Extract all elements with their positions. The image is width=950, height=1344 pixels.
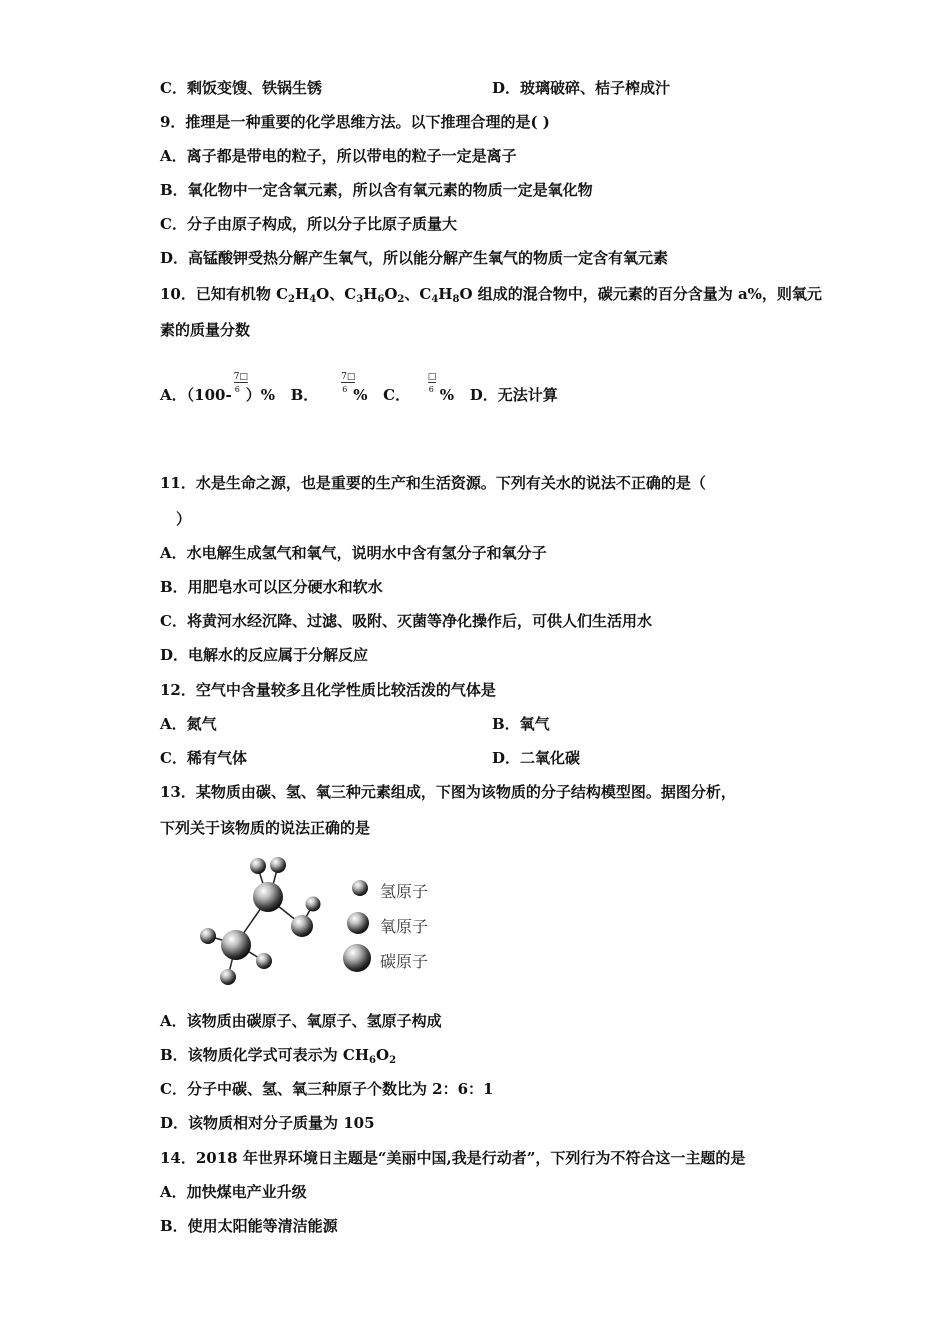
hydrogen-atom — [306, 897, 321, 912]
q10-fraction-a-den: 6 — [234, 385, 240, 394]
q14-option-a: A．加快煤电产业升级 — [160, 1183, 307, 1201]
q9-stem: 9．推理是一种重要的化学思维方法。以下推理合理的是( ) — [160, 113, 550, 131]
q12-option-c: C．稀有气体 — [160, 749, 247, 767]
q11-option-d: D．电解水的反应属于分解反应 — [160, 646, 369, 664]
q10-option-a-prefix: A．（100- — [160, 386, 232, 404]
q13-option-c: C．分子中碳、氢、氧三种原子个数比为 2：6：1 — [160, 1080, 494, 1098]
q11-option-b: B．用肥皂水可以区分硬水和软水 — [160, 578, 383, 596]
legend-hydrogen-label: 氢原子 — [380, 882, 429, 901]
q10-fraction-c-den: 6 — [428, 385, 434, 394]
q10-option-b-prefix: B． — [290, 386, 319, 404]
q10-fraction-c-num: □ — [427, 372, 437, 382]
q10-fraction-b-den: 6 — [342, 385, 348, 394]
q13-option-b-mid: O — [375, 1046, 390, 1064]
legend-carbon-label: 碳原子 — [380, 952, 429, 971]
legend-carbon-icon — [343, 944, 371, 972]
q9-option-b: B．氧化物中一定含氧元素，所以含有氧元素的物质一定是氧化物 — [160, 181, 593, 199]
legend-oxygen-label: 氧原子 — [380, 917, 429, 936]
q8-option-c: C．剩饭变馊、铁锅生锈 — [160, 79, 322, 97]
q13-option-a: A．该物质由碳原子、氧原子、氢原子构成 — [160, 1012, 442, 1030]
q13-option-d: D．该物质相对分子质量为 105 — [160, 1114, 375, 1132]
q10-stem-suffix: 组成的混合物中，碳元素的百分含量为 a%，则氧元 — [472, 285, 822, 303]
q10-stem — [160, 284, 822, 310]
q13-option-b — [160, 1045, 396, 1071]
oxygen-atom — [291, 915, 313, 937]
legend-oxygen-icon — [347, 912, 369, 934]
hydrogen-atom — [256, 953, 272, 969]
q13-option-b-prefix: B．该物质化学式可表示为 CH — [160, 1046, 370, 1064]
q13-stem-line2: 下列关于该物质的说法正确的是 — [160, 819, 371, 837]
q10-fraction-c — [426, 372, 440, 406]
carbon-atom — [221, 930, 251, 960]
q12-option-d: D．二氧化碳 — [492, 749, 581, 767]
hydrogen-atom — [220, 969, 236, 985]
hydrogen-atom — [250, 858, 266, 874]
q10-option-c-prefix: C． — [383, 386, 411, 404]
q11-stem-close: ） — [176, 510, 192, 528]
q10-option-a-suffix: ）% — [245, 386, 275, 404]
q11-stem: 11．水是生命之源，也是重要的生产和生活资源。下列有关水的说法不正确的是（ — [160, 474, 706, 492]
q10-stem-formula: $_2H_4O$、$C_3H_6O_2$、$C_4H_8O$ — [288, 285, 473, 305]
q10-options — [160, 372, 558, 406]
carbon-atom — [253, 882, 283, 912]
q10-fraction-a-num: 7□ — [233, 372, 248, 382]
q10-option-c-suffix: % — [439, 386, 455, 404]
q13-option-b-sub2: 2 — [389, 1055, 397, 1066]
q10-stem-prefix: 10．已知有机物 C — [160, 285, 289, 303]
legend-hydrogen-icon — [352, 880, 368, 896]
q14-stem: 14．2018 年世界环境日主题是“美丽中国,我是行动者”，下列行为不符合这一主题的是 — [160, 1149, 746, 1167]
q13-stem: 13．某物质由碳、氢、氧三种元素组成，下图为该物质的分子结构模型图。据图分析， — [160, 783, 736, 801]
hydrogen-atom — [270, 857, 286, 873]
q10-fraction-b-num: 7□ — [341, 372, 356, 382]
q10-stem-line2: 素的质量分数 — [160, 321, 251, 339]
q9-option-d: D．高锰酸钾受热分解产生氧气，所以能分解产生氧气的物质一定含有氧元素 — [160, 249, 669, 267]
q10-fraction-b — [339, 372, 356, 406]
q12-stem: 12．空气中含量较多且化学性质比较活泼的气体是 — [160, 681, 496, 699]
q10-fraction-a — [232, 372, 248, 406]
q8-option-d: D．玻璃破碎、桔子榨成汁 — [492, 79, 671, 97]
q9-option-a: A．离子都是带电的粒子，所以带电的粒子一定是离子 — [160, 147, 517, 165]
q9-option-c: C．分子由原子构成，所以分子比原子质量大 — [160, 215, 457, 233]
q10-option-b-suffix: % — [353, 386, 368, 404]
q12-option-b: B．氧气 — [492, 715, 550, 733]
q11-option-c: C．将黄河水经沉降、过滤、吸附、灭菌等净化操作后，可供人们生活用水 — [160, 612, 652, 630]
q14-option-b: B．使用太阳能等清洁能源 — [160, 1217, 338, 1235]
hydrogen-atom — [200, 928, 216, 944]
q10-option-d: D．无法计算 — [469, 386, 558, 404]
q11-option-a: A．水电解生成氢气和氧气，说明水中含有氢分子和氧分子 — [160, 544, 547, 562]
q12-option-a: A．氮气 — [160, 715, 217, 733]
q13-option-b-sub1: 6 — [369, 1055, 376, 1066]
